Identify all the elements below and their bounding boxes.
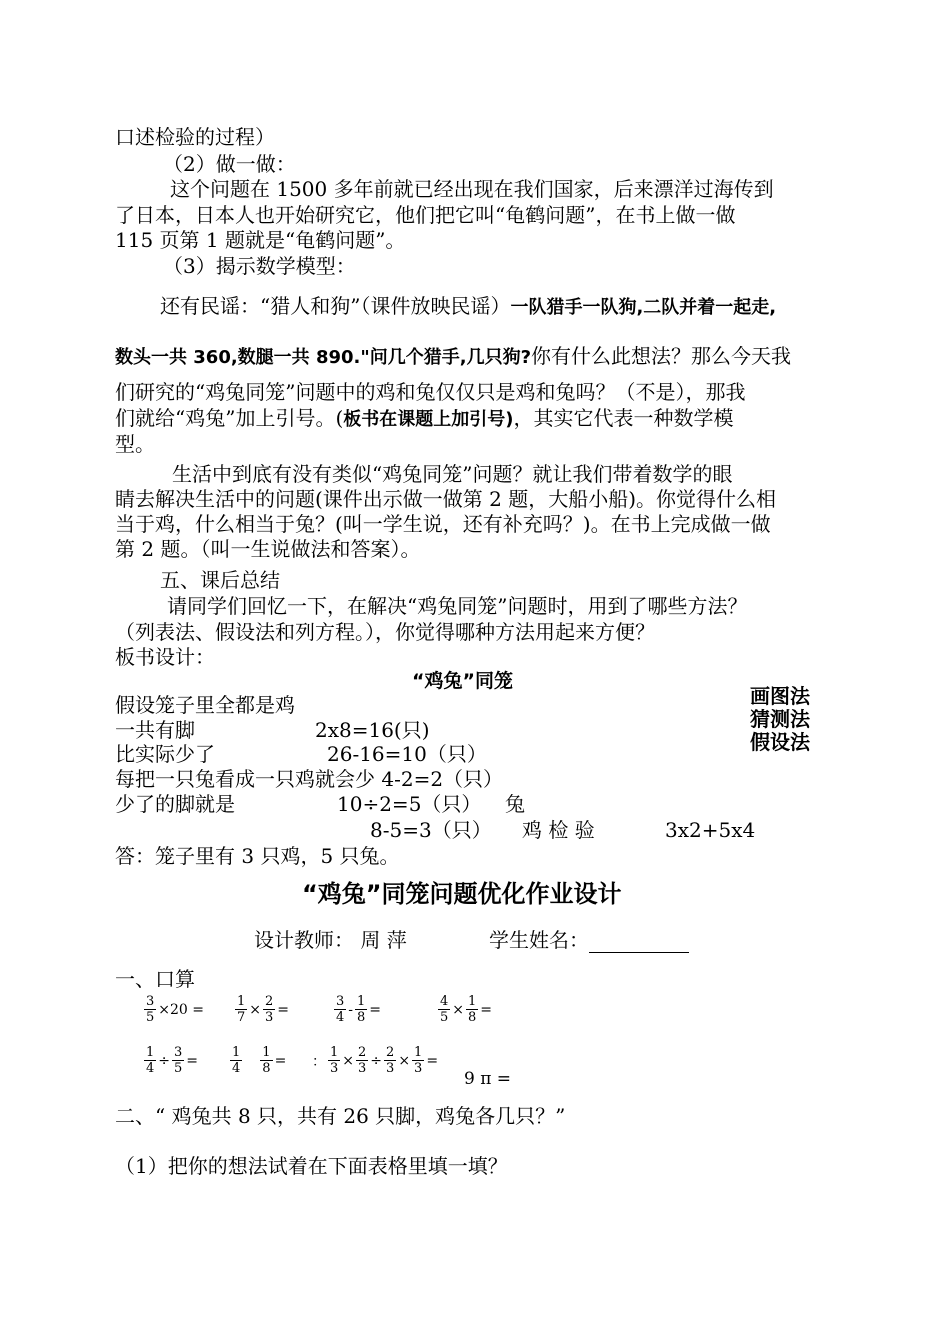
- text-line: [115, 405, 734, 433]
- text-line: 们研究的“鸡兔同笼”问题中的鸡和兔仅仅只是鸡和兔吗？（不是），那我: [115, 380, 746, 404]
- fraction: $\frac{3}{4}$: [336, 994, 345, 1025]
- fraction: $\frac{2}{3}$: [386, 1045, 395, 1076]
- text-line: 生活中到底有没有类似“鸡兔同笼”问题？就让我们带着数学的眼: [172, 462, 733, 486]
- operator: -: [348, 1001, 354, 1018]
- operator: =: [369, 1001, 382, 1018]
- operator: ×: [398, 1052, 411, 1069]
- student-name-field: [489, 927, 689, 953]
- math-expression: [229, 1045, 287, 1076]
- board-line: 每把一只兔看成一只鸡就会少 4-2=2（只）: [115, 767, 504, 791]
- fraction: $\frac{1}{3}$: [414, 1045, 423, 1076]
- math-expression: [311, 1045, 439, 1076]
- operator: ×: [452, 1001, 465, 1018]
- operator: =: [480, 1001, 493, 1018]
- board-line: 少了的脚就是: [115, 792, 235, 816]
- text-line: 板书设计：: [115, 645, 215, 669]
- text-span: 还有民谣：“猎人和狗”（课件放映民谣）: [160, 294, 511, 318]
- fraction: $\frac{1}{7}$: [237, 994, 246, 1025]
- text-line: [160, 293, 776, 321]
- text-line: 这个问题在 1500 多年前就已经出现在我们国家，后来漂洋过海传到: [170, 177, 774, 201]
- board-line: 兔: [505, 792, 525, 816]
- method-label: 假设法: [750, 730, 810, 754]
- fraction: $\frac{1}{3}$: [330, 1045, 339, 1076]
- board-line: 8-5=3（只）: [370, 818, 492, 842]
- operator: ：: [312, 1053, 326, 1070]
- fraction: $\frac{2}{3}$: [265, 994, 274, 1025]
- text-line: 当于鸡，什么相当于兔？(叫一学生说，还有补充吗？)。在书上完成做一做: [115, 512, 771, 536]
- fraction: $\frac{3}{5}$: [146, 994, 155, 1025]
- operator: ×: [249, 1001, 262, 1018]
- text-span: ，其实它代表一种数学模: [513, 406, 734, 430]
- operator: =: [426, 1052, 439, 1069]
- fraction: $\frac{2}{3}$: [358, 1045, 367, 1076]
- board-title: “鸡兔”同笼: [412, 670, 513, 692]
- operator: ×20 =: [158, 1001, 205, 1018]
- bold-span: 板书在课题上加引号): [343, 409, 514, 430]
- operator: ÷: [370, 1052, 383, 1069]
- bold-span: 数头一共 360,数腿一共 890."问几个猎手,几只狗?: [115, 347, 532, 368]
- text-line: [115, 343, 791, 371]
- board-line: 3x2+5x4: [665, 818, 756, 842]
- text-line: （3）揭示数学模型：: [163, 254, 356, 278]
- homework-title: “鸡兔”同笼问题优化作业设计: [302, 880, 622, 908]
- board-line: 鸡 检 验: [522, 818, 595, 842]
- fraction: $\frac{1}{8}$: [468, 994, 477, 1025]
- fraction: $\frac{1}{8}$: [262, 1045, 271, 1076]
- operator: =: [274, 1052, 287, 1069]
- operator: =: [186, 1052, 199, 1069]
- fraction: $\frac{1}{8}$: [357, 994, 366, 1025]
- board-line: 比实际少了: [115, 742, 215, 766]
- text-line: 睛去解决生活中的问题(课件出示做一做第 2 题，大船小船)。你觉得什么相: [115, 487, 777, 511]
- question-line: （1）把你的想法试着在下面表格里填一填？: [115, 1154, 508, 1178]
- operator: ÷: [158, 1052, 171, 1069]
- board-answer: 答：笼子里有 3 只鸡，5 只兔。: [115, 844, 400, 868]
- fraction: $\frac{1}{4}$: [232, 1045, 241, 1076]
- method-label: 画图法: [750, 684, 810, 708]
- board-line: 假设笼子里全都是鸡: [115, 693, 295, 717]
- text-line: 第 2 题。（叫一生说做法和答案）。: [115, 537, 421, 561]
- board-line: 2x8=16(只): [315, 718, 430, 742]
- fraction: $\frac{1}{4}$: [146, 1045, 155, 1076]
- board-line: 一共有脚: [115, 718, 195, 742]
- text-line: 型。: [115, 432, 155, 456]
- section-heading: 五、课后总结: [160, 568, 280, 592]
- math-expression: 9 π =: [464, 1069, 512, 1089]
- method-label: 猜测法: [750, 707, 810, 731]
- board-line: 10÷2=5（只）: [337, 792, 482, 816]
- board-line: 26-16=10（只）: [327, 742, 487, 766]
- math-expression: [437, 994, 493, 1025]
- name-blank: [589, 930, 689, 953]
- text-line: 请同学们回忆一下，在解决“鸡兔同笼”问题时，用到了哪些方法？: [167, 594, 748, 618]
- fraction: $\frac{4}{5}$: [440, 994, 449, 1025]
- bold-span: 一队猎手一队狗,二队并着一起走,: [510, 297, 777, 318]
- text-line: 了日本，日本人也开始研究它，他们把它叫“龟鹤问题”，在书上做一做: [115, 203, 736, 227]
- operator: =: [277, 1001, 290, 1018]
- designer-label: 设计教师： 周 萍: [254, 928, 407, 952]
- math-expression: [143, 1045, 199, 1076]
- math-expression: [234, 994, 290, 1025]
- section-heading: 二、“ 鸡兔共 8 只，共有 26 只脚，鸡兔各几只？”: [115, 1104, 566, 1128]
- operator: ×: [342, 1052, 355, 1069]
- math-expression: [143, 994, 205, 1025]
- text-line: 115 页第 1 题就是“龟鹤问题”。: [115, 228, 406, 252]
- section-heading: 一、口算: [115, 967, 195, 991]
- student-name-label: 学生姓名：: [489, 928, 589, 952]
- text-line: 口述检验的过程）: [115, 125, 275, 149]
- text-line: （列表法、假设法和列方程。），你觉得哪种方法用起来方便？: [115, 620, 655, 644]
- text-span: 们就给“鸡兔”加上引号。(: [115, 406, 344, 430]
- fraction: $\frac{3}{5}$: [174, 1045, 183, 1076]
- text-line: （2）做一做：: [163, 152, 296, 176]
- math-expression: [333, 994, 382, 1025]
- text-span: 你有什么此想法？那么今天我: [531, 344, 792, 368]
